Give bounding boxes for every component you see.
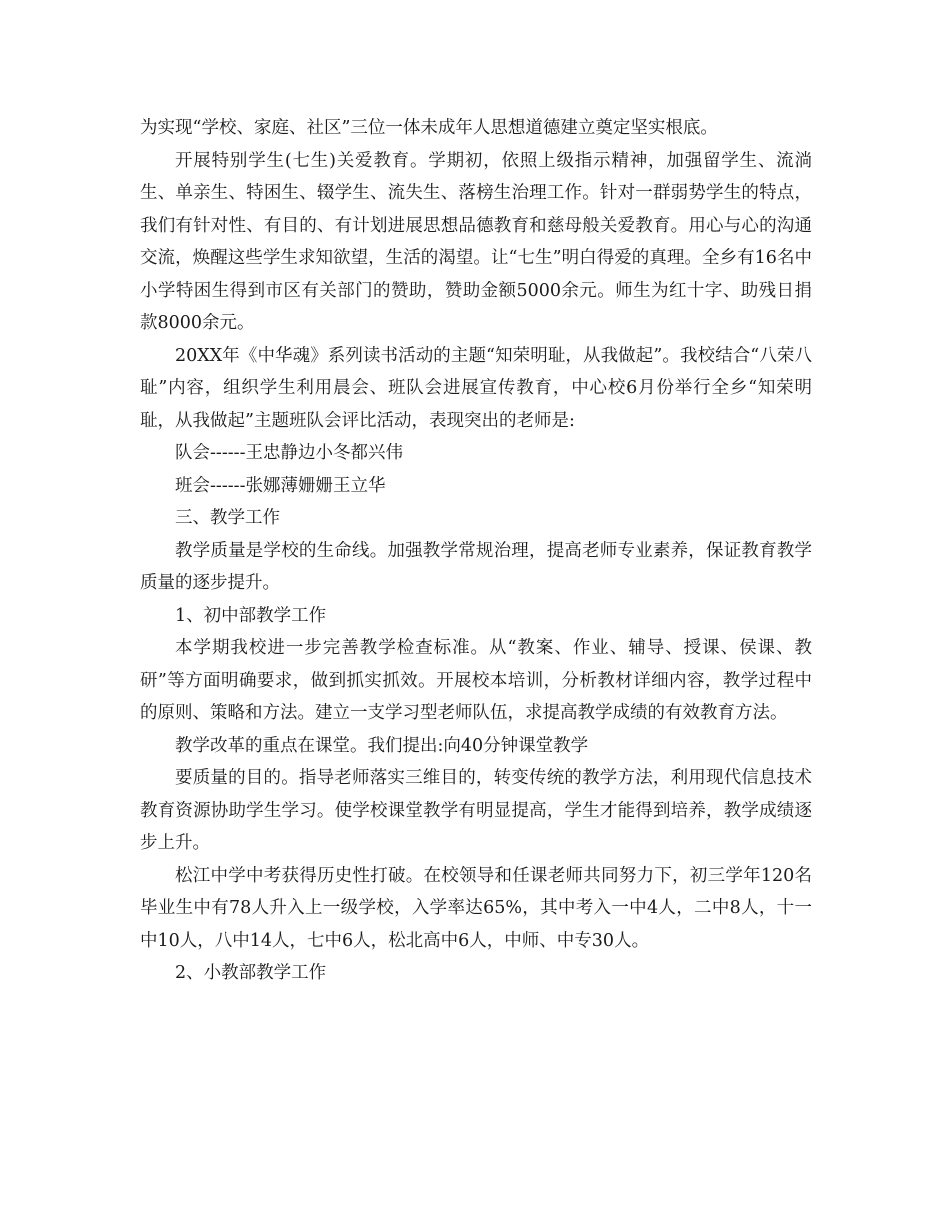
paragraph-classroom-reform: 教学改革的重点在课堂。我们提出:向40分钟课堂教学 [175,735,589,756]
document-page [140,112,812,990]
subsection-heading-primary: 2、小教部教学工作 [175,963,327,983]
paragraph-continuation: 为实现“学校、家庭、社区”三位一体未成年人思想道德建立奠定坚实根底。 [140,118,718,138]
paragraph-inspection-standards: 本学期我校进一步完善教学检查标准。从“教案、作业、辅导、授课、侯课、教研”等方面明确要求，做到抓实抓效。开展校本培训，分析教材详细内容，教学过程中的原则、策略和方法。建立一支学习型老师队伍，求提高教学成绩的有效教育方法。 [140,638,812,723]
paragraph-team-meeting: 队会------王忠静边小冬都兴伟 [175,443,403,463]
paragraph-class-meeting: 班会------张娜薄姗姗王立华 [175,475,386,496]
subsection-heading-junior-high: 1、初中部教学工作 [175,605,327,626]
section-heading-teaching-work: 三、教学工作 [175,508,280,528]
paragraph-reading-activity: 20XX年《中华魂》系列读书活动的主题“知荣明耻，从我做起”。我校结合“八荣八耻”内容，组织学生利用晨会、班队会进展宣传教育，中心校6月份举行全乡“知荣明耻，从我做起”主题班队会评比活动，表现突出的老师是: [140,345,812,431]
paragraph-exam-results: 松江中学中考获得历史性打破。在校领导和任课老师共同努力下，初三学年120名毕业生中有78人升入上一级学校，入学率达65%，其中考入一中4人，二中8人，十一中10人，八中14人，七中6人，松北高中6人，中师、中专30人。 [140,865,812,951]
paragraph-teaching-quality: 教学质量是学校的生命线。加强教学常规治理，提高老师专业素养，保证教育教学质量的逐步提升。 [140,540,812,593]
paragraph-quality-goals: 要质量的目的。指导老师落实三维目的，转变传统的教学方法，利用现代信息技术教育资源协助学生学习。使学校课堂教学有明显提高，学生才能得到培养，教学成绩逐步上升。 [140,768,812,853]
paragraph-special-student-care: 开展特别学生(七生)关爱教育。学期初，依照上级指示精神，加强留学生、流淌生、单亲生、特困生、辍学生、流失生、落榜生治理工作。针对一群弱势学生的特点，我们有针对性、有目的、有计划进展思想品德教育和慈母般关爱教育。用心与心的沟通交流，焕醒这些学生求知欲望，生活的渴望。让“七生”明白得爱的真理。全乡有16名中小学特困生得到市区有关部门的赞助，赞助金额5000余元。师生为红十字、助残日捐款8000余元。 [140,150,812,333]
